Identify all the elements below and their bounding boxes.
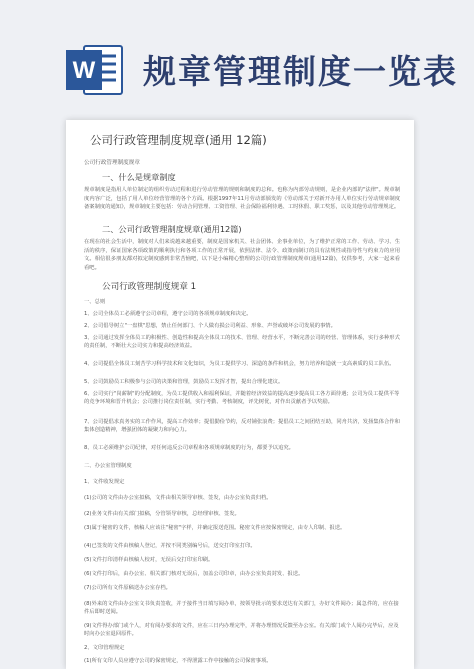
section-line: (4)已签发的文件由核稿人登记，并按不同类别编号后，送交打印室打印。: [84, 543, 256, 549]
section-line: (6)文件打印后，由办公室、相关部门核对无误后，加盖公司印章，由办公室负责封发、报送。: [84, 571, 304, 577]
document-subtitle: 公司行政管理制度规章: [84, 160, 140, 166]
section-line: (1)所有文印人员应遵守公司的保密规定，不得泄露工作中接触的公司保密事项。: [84, 658, 272, 664]
paragraph-intro: 在现在的社会生活中，制度对人们来说越来越重要，制度是国家机关、社会团体、企事业单位，为了维护正常的工作、劳动、学习、生活的秩序，保证国家各项政策的顺利执行和各项工作的正常开展，依照法律、法令、政策而制订的具有法规性或指导性与约束力的应用文。相信很多朋友都对拟定制度感到非常苦恼吧，以下是小编精心整理的公司行政管理制度规章(通用12篇)，仅供参考，大家一起来看看吧。: [84, 239, 400, 271]
section-line: 2、文印管理规定: [84, 645, 125, 651]
section-line: 6、公司实行"岗薪制"的分配制度，为员工提供收入和福利保证，并随着经济效益的提高逐步提高员工各方面待遇；公司为员工提供平等的竞争环境和晋升机会；公司推行岗位责任制，实行考勤、考核制度，评先树优，对作出贡献者予以奖励。: [84, 391, 400, 406]
section-line: 一、总则: [84, 299, 106, 305]
word-document-icon: [64, 42, 124, 98]
section-line: 1、文件收发规定: [84, 479, 125, 485]
section-line: (9)文件得办部门或个人，对有阅办要求的文件，应在三日内办理完毕，并将办理情况反馈至办公室。有关部门或个人阅办完毕后，应及时向办公室退回原件。: [84, 623, 399, 638]
banner-title: 规章管理制度一览表: [143, 52, 458, 91]
document-title: 公司行政管理制度规章(通用 12篇): [90, 133, 267, 147]
banner: [0, 0, 474, 112]
section-line: (8)外来的文件由办公室文书负责签收，并于接件当日填写阅办单，按领导批示的要求送达有关部门，办好文件阅办；属急件的，应在接件后即时送阅。: [84, 601, 399, 616]
section-line: (2)业务文件由有关部门拟稿，分管领导审核，总经理审核、签发。: [84, 511, 240, 517]
heading-rules: 二、公司行政管理制度规章(通用12篇): [102, 224, 242, 234]
document-page: [66, 120, 414, 669]
article-title: 公司行政管理制度规章 1: [102, 282, 197, 292]
section-line: (5)文件打印清样由核稿人校对，无误后交打印室印刷。: [84, 557, 214, 563]
section-line: (7)公司所有文件原稿送办公室存档。: [84, 585, 171, 591]
section-line: 5、公司鼓励员工积极参与公司的决策和管理，鼓励员工发挥才智，提出合理化建议。: [84, 379, 284, 385]
svg-text:W: W: [72, 57, 96, 84]
section-line: 8、员工必须维护公司纪律，对任何违反公司章程和各项规章制度的行为，都要予以追究。: [84, 445, 294, 451]
section-line: 2、公司倡导树立"一盘棋"思想，禁止任何部门、个人做有损公司利益、形象、声誉或破坏公司发展的事情。: [84, 323, 336, 329]
section-line: (1)公司的文件由办公室拟稿，文件由相关领导审核、签发，由办公室负责归档。: [84, 495, 272, 501]
heading-what-is: 一、什么是规章制度: [102, 172, 176, 182]
section-line: 4、公司提倡全体员工刻苦学习科学技术和文化知识，为员工提供学习、深造的条件和机会，努力培养和造就一支高素质的员工队伍。: [84, 361, 395, 367]
section-line: 1、公司全体员工必须遵守公司章程，遵守公司的各项规章制度和决定。: [84, 311, 252, 317]
section-line: (3)属于秘密的文件，核稿人应该注"秘密"字样，并确定报送范围。秘密文件应按保密规定，由专人印制、报送。: [84, 525, 346, 531]
section-line: 7、公司提倡求真务实的工作作风，提高工作效率；提倡勤俭节约，反对铺张浪费；提倡员工之间团结互助，同舟共济，发扬集体合作和集体创造精神，增强团体的凝聚力和向心力。: [84, 419, 400, 434]
section-line: 3、公司通过发挥全体员工的积极性、创造性和提高全体员工的技术、管理、经营水平，不断完善公司的经营、管理体系，实行多种形式的责任制，不断壮大公司实力和提高经济效益。: [84, 335, 400, 350]
paragraph-what-is: 规章制度是指用人单位制定的组织劳动过程和进行劳动管理的规则和制度的总和。也称为内部劳动规则，是企业内部的"法律"。规章制度内容广泛，包括了用人单位经营管理的各个方面。根据1997年11月劳动部颁发的《劳动部关于对新开办用人单位实行劳动规章制度备案制度的通知》，规章制度主要包括：劳动合同管理、工资管理、社会保险福利待遇、工时休假、职工奖惩，以及其他劳动管理规定。: [84, 187, 400, 211]
section-line: 二、办公室管理制度: [84, 463, 132, 469]
